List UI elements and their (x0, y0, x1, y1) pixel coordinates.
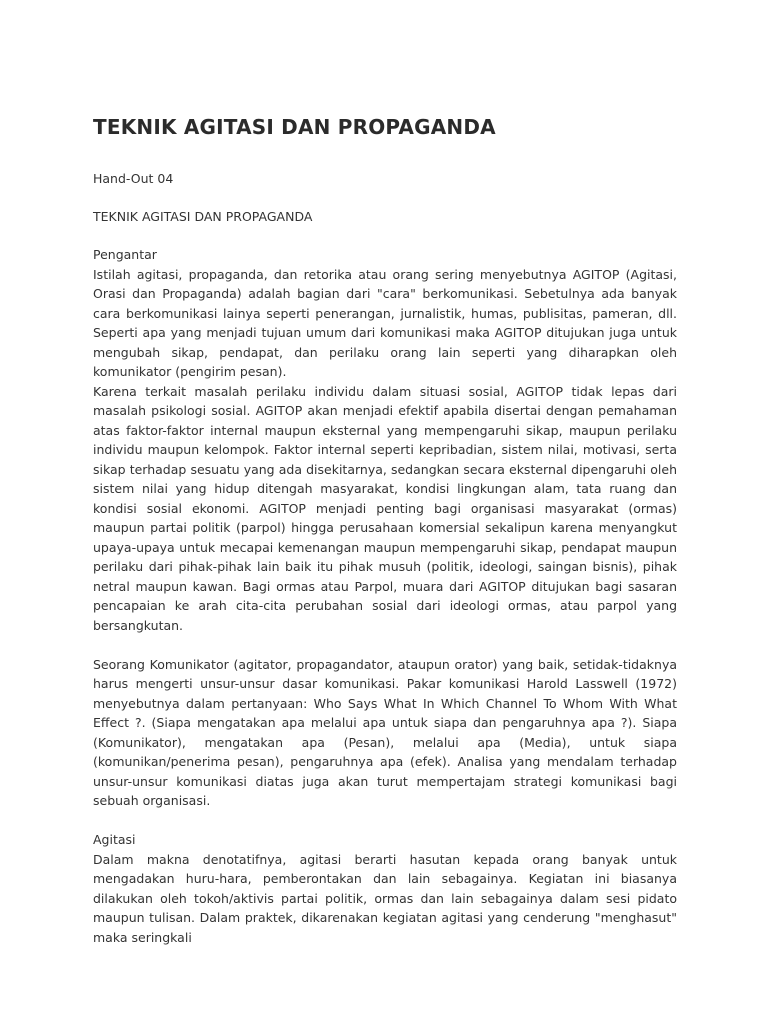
paragraph-spacer (93, 811, 677, 831)
section-heading-agitasi: Agitasi (93, 832, 136, 847)
paragraph-komunikator: Seorang Komunikator (agitator, propagandator, ataupun orator) yang baik, setidak-tidaknya harus mengerti unsur-unsur dasar komunikasi. Pakar komunikasi Harold Lasswell (1972) menyebutnya dalam pertanyaan: Who Says What In Which Channel To Whom With What Effect ?. (Siapa mengatakan apa melalui apa untuk siapa dan pengaruhnya apa ?). Siapa (Komunikator), mengatakan apa (Pesan), melalui apa (Media), untuk siapa (komunikan/penerima pesan), pengaruhnya apa (efek). Analisa yang mendalam terhadap unsur-unsur komunikasi diatas juga akan turut mempertajam strategi komunikasi bagi sebuah organisasi. (93, 656, 677, 808)
paragraph-pengantar-1: Istilah agitasi, propaganda, dan retorika atau orang sering menyebutnya AGITOP (Agitasi, Orasi dan Propaganda) adalah bagian dari "cara" berkomunikasi. Sebetulnya ada banyak cara berkomunikasi lainya seperti penerangan, jurnalistik, humas, publisitas, pameran, dll. Seperti apa yang menjadi tujuan umum dari komunikasi maka AGITOP ditujukan juga untuk mengubah sikap, pendapat, dan perilaku orang lain seperti yang diharapkan oleh komunikator (pengirim pesan). (93, 266, 677, 379)
paragraph-pengantar-2: Karena terkait masalah perilaku individu dalam situasi sosial, AGITOP tidak lepas dari masalah psikologi sosial. AGITOP akan menjadi efektif apabila disertai dengan pemahaman atas faktor-faktor internal maupun eksternal yang mempengaruhi sikap, maupun perilaku individu maupun kelompok. Faktor internal seperti kepribadian, sistem nilai, motivasi, serta sikap terhadap sesuatu yang ada disekitarnya, sedangkan secara eksternal dipengaruhi oleh sistem nilai yang hidup ditengah masyarakat, kondisi lingkungan alam, tata ruang dan kondisi sosial ekonomi. AGITOP menjadi penting bagi organisasi masyarakat (ormas) maupun partai politik (parpol) hingga perusahaan komersial sekalipun karena menyangkut upaya-upaya untuk mecapai kemenangan maupun mempengaruhi sikap, pendapat maupun perilaku dari pihak-pihak lain baik itu pihak musuh (politik, ideologi, saingan bisnis), pihak netral maupun kawan. Bagi ormas atau Parpol, muara dari AGITOP ditujukan bagi sasaran pencapaian ke arah cita-cita perubahan sosial dari ideologi ormas, atau parpol yang bersangkutan. (93, 383, 677, 633)
section-heading-pengantar: Pengantar (93, 247, 157, 262)
paragraph-spacer (93, 635, 677, 655)
handout-label: Hand-Out 04 (93, 171, 174, 186)
document-title: TEKNIK AGITASI DAN PROPAGANDA (93, 115, 496, 139)
paragraph-agitasi: Dalam makna denotatifnya, agitasi berarti hasutan kepada orang banyak untuk mengadakan huru-hara, pemberontakan dan lain sebagainya. Kegiatan ini biasanya dilakukan oleh tokoh/aktivis partai politik, ormas dan lain sebagainya dalam sesi pidato maupun tulisan. Dalam praktek, dikarenakan kegiatan agitasi yang cenderung "menghasut" maka seringkali (93, 851, 677, 945)
document-subtitle: TEKNIK AGITASI DAN PROPAGANDA (93, 209, 313, 224)
